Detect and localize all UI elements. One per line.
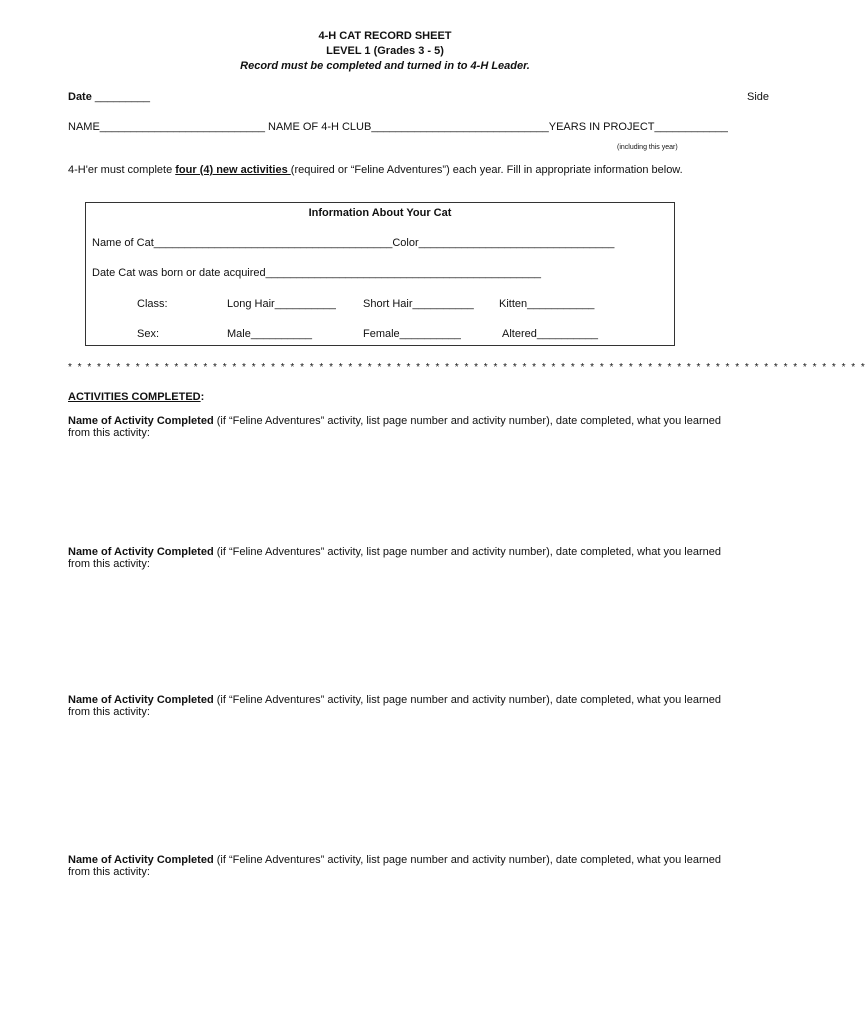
male-field: Male__________: [227, 328, 313, 340]
requirement-text: [68, 164, 683, 176]
date-line: _________: [94, 91, 150, 103]
activity-label: Name of Activity Completed: [68, 546, 214, 558]
activity-instructions: (if “Feline Adventures” activity, list page number and activity number), date completed, what you learned from this activity:: [68, 415, 721, 439]
side-label: Side: [747, 91, 770, 103]
born-row: [92, 267, 541, 279]
cat-name-label: Name of Cat: [92, 237, 154, 249]
activity-instructions: (if “Feline Adventures” activity, list page number and activity number), date completed, what you learned from this activity:: [68, 694, 721, 718]
activities-heading: ACTIVITIES COMPLETED: [68, 391, 201, 403]
years-label: YEARS IN PROJECT: [548, 121, 655, 133]
color-label: Color: [392, 237, 419, 249]
info-box-title: Information About Your Cat: [308, 207, 452, 219]
club-line: _____________________________: [371, 121, 549, 133]
level-subtitle: LEVEL 1 (Grades 3 - 5): [326, 45, 444, 57]
requirement-suffix: (required or “Feline Adventures”) each year. Fill in appropriate information below.: [290, 164, 683, 176]
sex-label: Sex:: [137, 328, 160, 340]
cat-name-line: _______________________________________: [153, 237, 393, 249]
name-line: ___________________________: [99, 121, 265, 133]
kitten-field: Kitten___________: [499, 298, 595, 310]
color-line: ________________________________: [418, 237, 615, 249]
document-title: 4-H CAT RECORD SHEET: [318, 30, 452, 42]
activities-heading-colon: :: [200, 391, 205, 403]
born-label: Date Cat was born or date acquired: [92, 267, 266, 279]
born-line: _____________________________________________: [265, 267, 541, 279]
long-hair-field: Long Hair__________: [227, 298, 336, 310]
activity-entry-4: [68, 854, 738, 878]
class-label: Class:: [137, 298, 168, 310]
date-field: [68, 91, 150, 103]
altered-field: Altered__________: [502, 328, 599, 340]
requirement-prefix: 4-H'er must complete: [68, 164, 176, 176]
asterisk-divider: * * * * * * * * * * * * * * * * * * * * * * * * * * * * * * * * * * * * * * * * * * * * * * * * * * * * * * * * * * * * * * * * * * * * * * * * * * * * * * * * * * *: [68, 362, 866, 373]
activity-entry-2: [68, 546, 738, 570]
identity-row: [68, 121, 728, 133]
club-label: NAME OF 4-H CLUB: [268, 121, 372, 133]
activity-entry-3: [68, 694, 738, 718]
female-field: Female__________: [363, 328, 461, 340]
years-note: (including this year): [617, 144, 678, 151]
activity-instructions: (if “Feline Adventures” activity, list page number and activity number), date completed, what you learned from this activity:: [68, 546, 721, 570]
activities-heading-row: [68, 391, 204, 403]
years-line: ____________: [654, 121, 728, 133]
name-label: NAME: [68, 121, 100, 133]
date-label: Date: [68, 91, 92, 103]
activity-label: Name of Activity Completed: [68, 854, 214, 866]
cat-name-row: [92, 237, 614, 249]
activity-instructions: (if “Feline Adventures” activity, list page number and activity number), date completed, what you learned from this activity:: [68, 854, 721, 878]
activity-label: Name of Activity Completed: [68, 415, 214, 427]
activity-label: Name of Activity Completed: [68, 694, 214, 706]
activity-entry-1: [68, 415, 738, 439]
short-hair-field: Short Hair__________: [363, 298, 474, 310]
instruction-line: Record must be completed and turned in to 4-H Leader.: [240, 60, 530, 72]
requirement-emphasis: four (4) new activities: [175, 164, 291, 176]
